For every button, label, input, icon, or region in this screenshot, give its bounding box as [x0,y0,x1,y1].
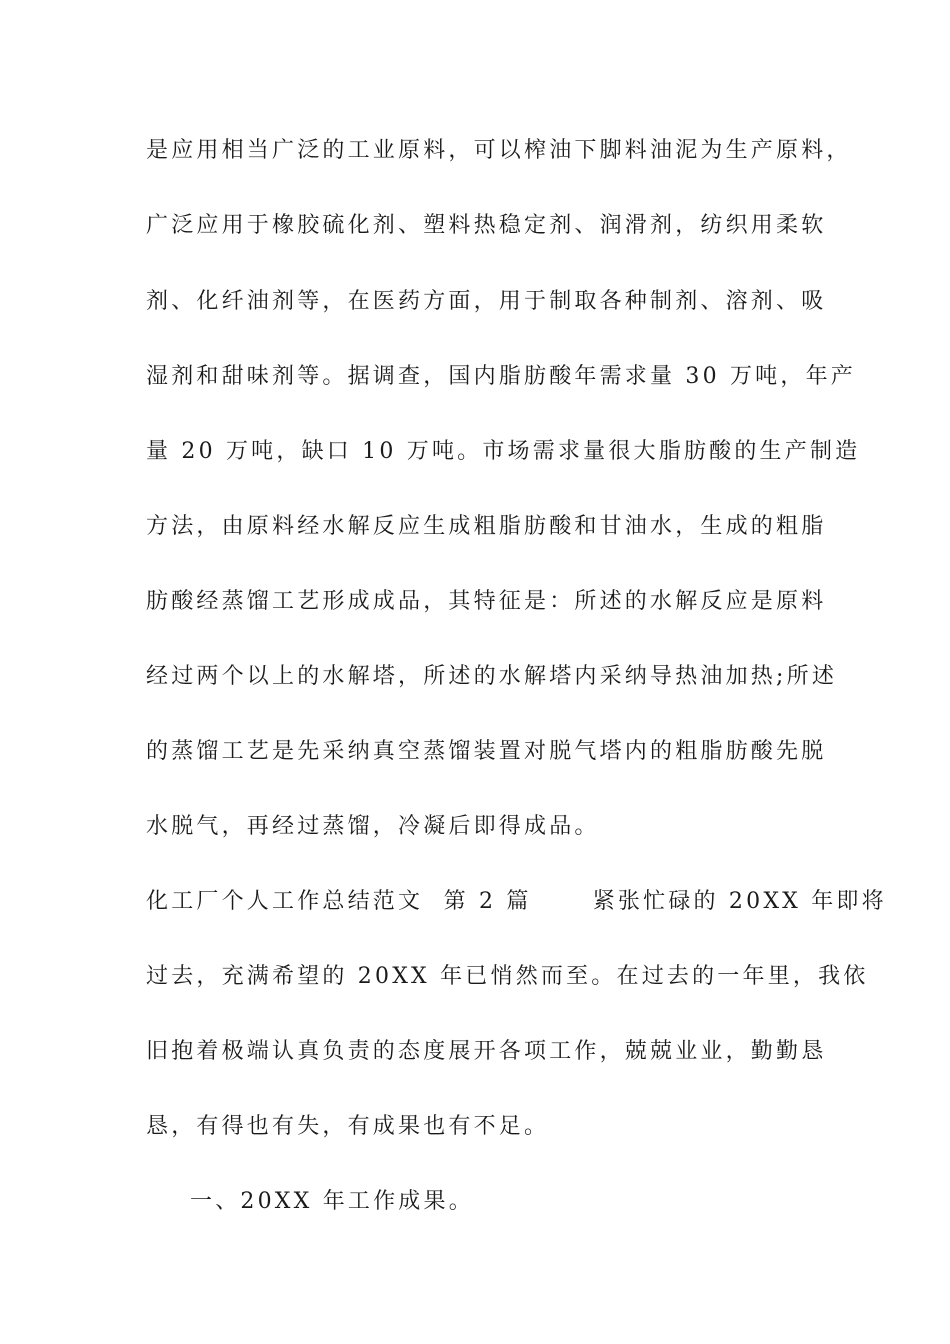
body-text-line: 是应用相当广泛的工业原料，可以榨油下脚料油泥为生产原料， [146,138,852,163]
body-text-line: 肪酸经蒸馏工艺形成成品，其特征是：所述的水解反应是原料 [146,589,827,614]
body-text-line: 剂、化纤油剂等，在医药方面，用于制取各种制剂、溶剂、吸 [146,289,827,314]
body-text-line: 经过两个以上的水解塔，所述的水解塔内采纳导热油加热;所述 [146,664,838,689]
body-text-line: 恳，有得也有失，有成果也有不足。 [146,1114,550,1139]
body-text-line: 量 20 万吨，缺口 10 万吨。市场需求量很大脂肪酸的生产制造 [146,439,861,464]
body-text-line: 湿剂和甜味剂等。据调查，国内脂肪酸年需求量 30 万吨，年产 [146,364,856,389]
body-text-line: 广泛应用于橡胶硫化剂、塑料热稳定剂、润滑剂，纺织用柔软 [146,213,827,238]
body-text-line: 的蒸馏工艺是先采纳真空蒸馏装置对脱气塔内的粗脂肪酸先脱 [146,739,827,764]
body-text-line: 水脱气，再经过蒸馏，冷凝后即得成品。 [146,814,600,839]
body-text-line: 旧抱着极端认真负责的态度展开各项工作，兢兢业业，勤勤恳 [146,1039,827,1064]
body-text-line: 过去，充满希望的 20XX 年已悄然而至。在过去的一年里，我依 [146,964,869,989]
subheading-line: 一、20XX 年工作成果。 [190,1189,474,1214]
section-heading-line: 化工厂个人工作总结范文 第 2 篇 紧张忙碌的 20XX 年即将 [146,889,887,914]
body-text-line: 方法，由原料经水解反应生成粗脂肪酸和甘油水，生成的粗脂 [146,514,827,539]
